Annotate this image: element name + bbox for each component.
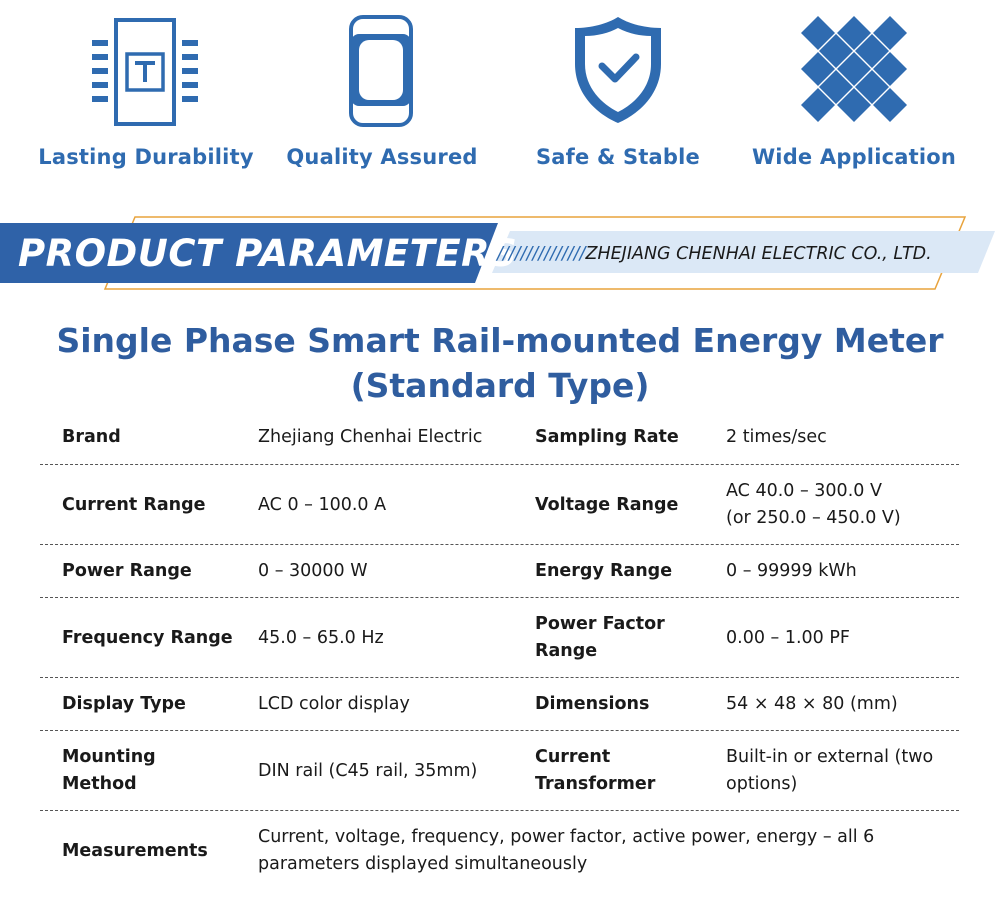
product-title-line1: Single Phase Smart Rail-mounted Energy Meter	[56, 321, 944, 360]
table-row	[40, 731, 959, 811]
diamond-grid-icon	[797, 14, 911, 133]
param-value: AC 40.0 – 300.0 V (or 250.0 – 450.0 V)	[726, 481, 901, 528]
param-label: Energy Range	[535, 561, 673, 581]
param-label: Measurements	[62, 840, 208, 861]
feature-strip	[0, 0, 1000, 190]
param-label: Power Range	[62, 561, 192, 581]
param-value: 2 times/sec	[726, 427, 827, 447]
banner-company	[497, 244, 932, 264]
feature-label: Wide Application	[751, 145, 957, 169]
parameters-table	[40, 410, 959, 891]
product-title-line2: (Standard Type)	[350, 366, 650, 405]
param-label: Current Transformer	[535, 747, 656, 794]
param-label: Voltage Range	[535, 494, 679, 515]
param-value: 45.0 – 65.0 Hz	[258, 627, 384, 648]
param-label: Sampling Rate	[535, 427, 679, 447]
table-row	[40, 598, 959, 678]
banner-title: PRODUCT PARAMETERS	[18, 232, 518, 275]
param-label: Frequency Range	[62, 627, 233, 648]
param-label: Power Factor Range	[535, 614, 665, 661]
param-label: Brand	[62, 427, 121, 447]
param-value: Current, voltage, frequency, power factor, active power, energy – all 6 parameters displayed simultaneously	[258, 827, 875, 874]
table-row	[40, 545, 959, 598]
company-name: ZHEJIANG CHENHAI ELECTRIC CO., LTD.	[585, 244, 932, 264]
table-row	[40, 678, 959, 731]
param-value: Built-in or external (two options)	[726, 747, 934, 794]
param-label: Dimensions	[535, 694, 650, 714]
table-row	[40, 410, 959, 465]
feature-quality	[262, 0, 502, 190]
param-label: Display Type	[62, 694, 186, 714]
param-value: Zhejiang Chenhai Electric	[258, 427, 483, 447]
param-label: Current Range	[62, 494, 206, 515]
feature-label: Lasting Durability	[38, 145, 254, 169]
table-row	[40, 465, 959, 545]
param-value: 0 – 99999 kWh	[726, 561, 857, 581]
product-title	[0, 318, 1000, 408]
param-value: 54 × 48 × 80 (mm)	[726, 694, 898, 714]
param-value: DIN rail (C45 rail, 35mm)	[258, 760, 478, 781]
feature-durability	[26, 0, 266, 190]
param-value: LCD color display	[258, 694, 410, 714]
param-label: Mounting Method	[62, 747, 156, 794]
param-value: 0.00 – 1.00 PF	[726, 627, 850, 648]
rounded-rect-icon	[347, 14, 417, 133]
param-value: 0 – 30000 W	[258, 561, 368, 581]
chip-icon	[90, 14, 202, 131]
banner-slashes: ///////////////	[497, 244, 586, 264]
table-row	[40, 811, 959, 891]
feature-safe	[498, 0, 738, 190]
feature-wide	[734, 0, 974, 190]
feature-label: Quality Assured	[286, 145, 478, 169]
feature-label: Safe & Stable	[535, 145, 701, 169]
param-value: AC 0 – 100.0 A	[258, 494, 387, 515]
shield-check-icon	[571, 14, 665, 131]
